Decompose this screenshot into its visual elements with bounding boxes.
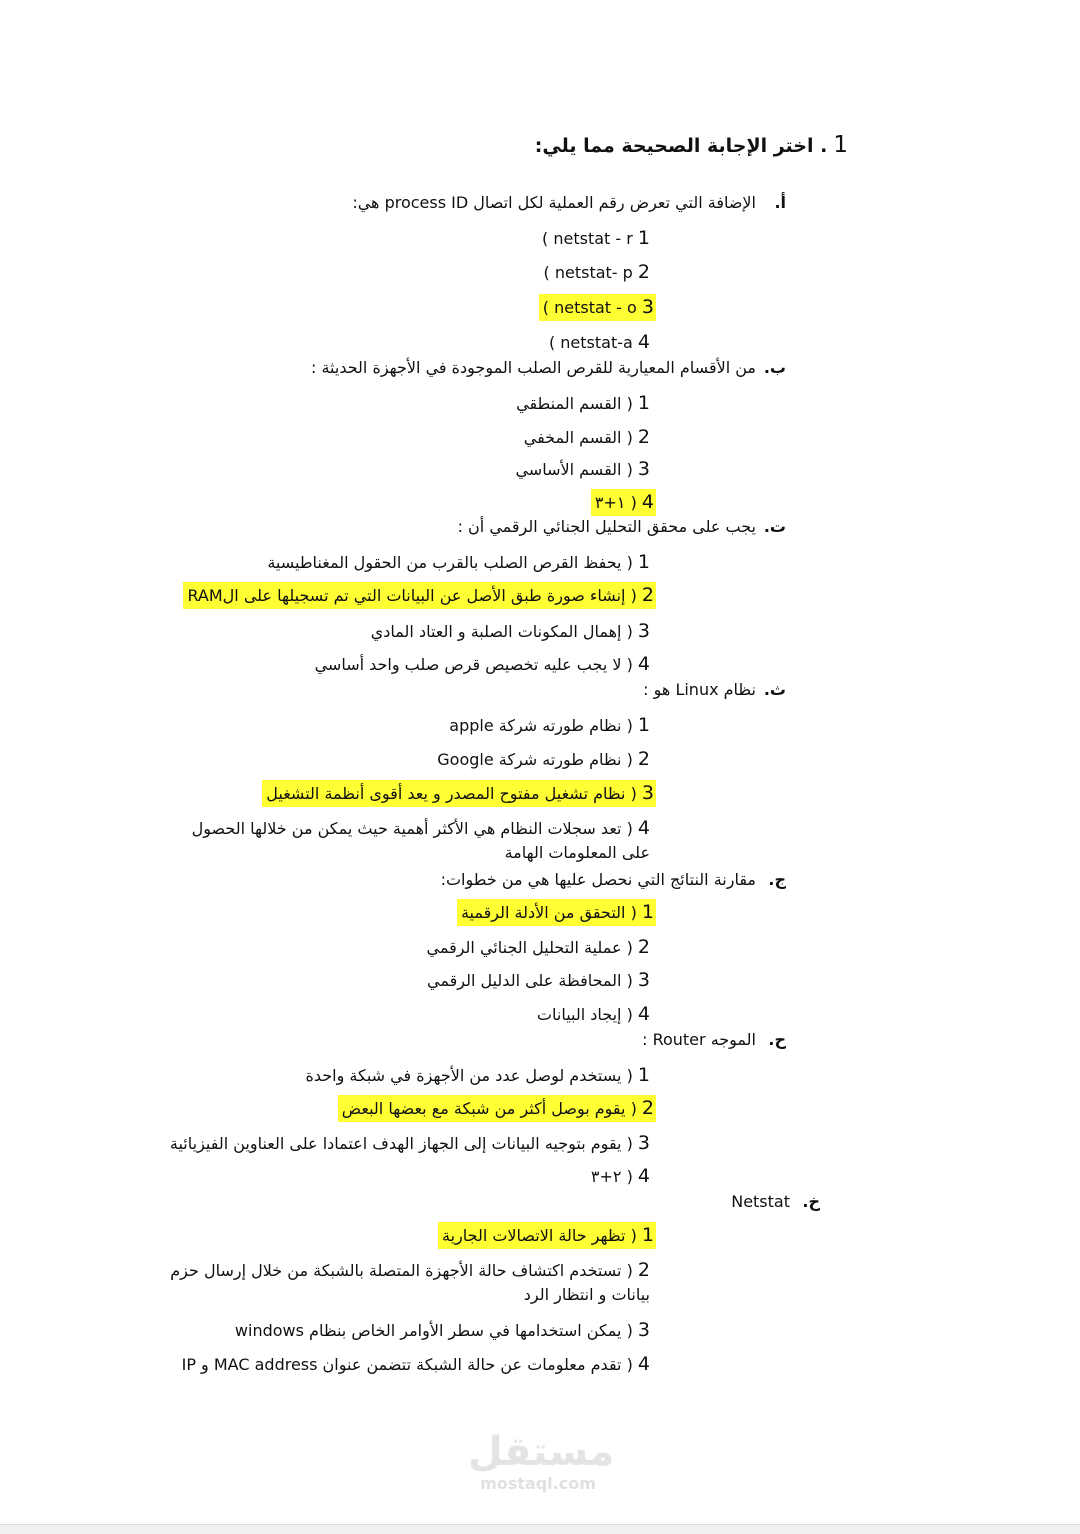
question-text: الإضافة التي تعرض رقم العملية لكل اتصال process ID هي: (352, 193, 756, 212)
question-text: Netstat (731, 1192, 790, 1211)
option-highlighted (183, 582, 656, 609)
question-text: من الأقسام المعيارية للقرص الصلب الموجودة في الأجهزة الحديثة : (310, 358, 756, 377)
option-number: 2 (637, 936, 650, 958)
option (424, 934, 652, 961)
option-text: ( عملية التحليل الجنائي الرقمي (426, 938, 633, 957)
section-number: 1 (833, 132, 848, 158)
option-number: 3 (637, 1319, 650, 1341)
option-text: ( القسم المنطقي (516, 394, 633, 413)
option (514, 390, 652, 417)
section-title (535, 132, 848, 158)
option-text: ( نظام تشغيل مفتوح المصدر و يعد أقوى أنظمة التشغيل (266, 784, 637, 803)
option (265, 549, 652, 576)
option-number: 4 (637, 331, 650, 353)
option-text: ( لا يجب عليه تخصيص قرص صلب واحد أساسي (314, 655, 633, 674)
option (547, 329, 652, 356)
question-th (643, 680, 786, 699)
option (435, 746, 652, 773)
option-number: 3 (637, 620, 650, 642)
question-letter: أ. (774, 193, 786, 212)
option-number: 2 (637, 426, 650, 448)
option (369, 618, 652, 645)
option-number: 4 (637, 1353, 650, 1375)
option-text: ( يستخدم لوصل عدد من الأجهزة في شبكة واحدة (305, 1066, 633, 1085)
option-text: ( netstat-a (548, 333, 633, 352)
option-text: ( تعد سجلات النظام هي الأكثر أهمية حيث يمكن من خلالها الحصول على المعلومات الهامة (191, 819, 650, 862)
option-number: 2 (637, 1259, 650, 1281)
question-b (311, 358, 786, 377)
option-number: 4 (637, 1165, 650, 1187)
question-text: مقارنة النتائج التي نحصل عليها هي من خطوات: (440, 870, 756, 889)
question-text: يجب على محقق التحليل الجنائي الرقمي أن : (457, 517, 756, 536)
option (425, 967, 652, 994)
option-highlighted (338, 1095, 656, 1122)
option-number: 3 (641, 782, 654, 804)
option (535, 1001, 652, 1028)
option-text: ( netstat - o (542, 298, 637, 317)
option-number: 3 (637, 458, 650, 480)
option-text: ( نظام طورته شركة apple (449, 716, 633, 735)
option-number: 1 (641, 1224, 654, 1246)
option-number: 1 (637, 392, 650, 414)
option (542, 259, 652, 286)
option-text: ( يمكن استخدامها في سطر الأوامر الخاص بنظام windows (234, 1321, 633, 1340)
option-text: ( يحفظ القرص الصلب بالقرب من الحقول المغناطيسية (267, 553, 633, 572)
watermark-logo: مستقل (468, 1429, 615, 1475)
option-text: ( إهمال المكونات الصلبة و العتاد المادي (370, 622, 633, 641)
option-number: 1 (637, 714, 650, 736)
option-number: 4 (641, 491, 654, 513)
option-text: ( إنشاء صورة طبق الأصل عن البيانات التي تم تسجيلها على الRAM (187, 586, 637, 605)
option-number: 3 (641, 296, 654, 318)
question-kh (731, 1192, 820, 1211)
option (513, 456, 652, 483)
option-text: ( netstat - r (542, 229, 633, 248)
option-text: ( إيجاد البيانات (536, 1005, 633, 1024)
option (180, 1351, 652, 1378)
question-letter: ب. (763, 358, 786, 377)
option (304, 1062, 653, 1089)
option-text: ( ١+٣ (594, 493, 637, 512)
question-t (458, 517, 786, 536)
option (233, 1317, 652, 1344)
option-number: 4 (637, 653, 650, 675)
option (589, 1163, 652, 1190)
option-number: 4 (637, 817, 650, 839)
section-title-text: . اختر الإجابة الصحيحة مما يلي: (534, 135, 828, 157)
option-text: ( تقدم معلومات عن حالة الشبكة تتضمن عنوان MAC address و IP (181, 1355, 633, 1374)
option (168, 1258, 652, 1307)
question-letter: ج. (768, 870, 786, 889)
option-number: 1 (637, 551, 650, 573)
option-number: 3 (637, 969, 650, 991)
option (313, 651, 652, 678)
question-letter: ت. (763, 517, 786, 536)
option (168, 816, 652, 865)
question-h (642, 1030, 786, 1049)
question-text: الموجه Router : (642, 1030, 756, 1049)
option-number: 2 (641, 584, 654, 606)
question-letter: خ. (802, 1192, 820, 1211)
option-highlighted (539, 294, 656, 321)
option-text: ( netstat- p (543, 263, 633, 282)
option-text: ( القسم المخفي (523, 428, 633, 447)
option-number: 3 (637, 1132, 650, 1154)
option-highlighted (457, 899, 656, 926)
option-text: ( يقوم بتوجيه البيانات إلى الجهاز الهدف اعتمادا على العناوين الفيزيائية (169, 1134, 633, 1153)
option (447, 712, 652, 739)
question-letter: ح. (768, 1030, 786, 1049)
option-number: 4 (637, 1003, 650, 1025)
option (168, 1130, 652, 1157)
option-text: ( تظهر حالة الاتصالات الجارية (441, 1226, 637, 1245)
option-number: 1 (637, 227, 650, 249)
watermark (468, 1429, 615, 1493)
option-text: ( المحافظة على الدليل الرقمي (427, 971, 633, 990)
option (540, 225, 652, 252)
question-letter: ث. (763, 680, 786, 699)
option-highlighted (438, 1222, 656, 1249)
option-highlighted (591, 489, 656, 516)
option-text: ( تستخدم اكتشاف حالة الأجهزة المتصلة بالشبكة من خلال إرسال حزم بيانات و انتظار الرد (170, 1261, 650, 1304)
option-text: ( القسم الأساسي (515, 460, 633, 479)
option-number: 1 (637, 1064, 650, 1086)
question-j (441, 870, 786, 889)
option-text: ( ٢+٣ (590, 1167, 633, 1186)
question-text: نظام Linux هو : (643, 680, 756, 699)
question-a (352, 193, 786, 212)
watermark-url: mostaql.com (480, 1474, 596, 1493)
option-highlighted (262, 780, 656, 807)
option-number: 2 (641, 1097, 654, 1119)
option-number: 2 (637, 748, 650, 770)
option (522, 424, 652, 451)
option-number: 2 (637, 261, 650, 283)
option-text: ( نظام طورته شركة Google (437, 750, 633, 769)
option-text: ( التحقق من الأدلة الرقمية (460, 903, 637, 922)
option-number: 1 (641, 901, 654, 923)
option-text: ( يقوم بوصل أكثر من شبكة مع بعضها البعض (341, 1099, 637, 1118)
